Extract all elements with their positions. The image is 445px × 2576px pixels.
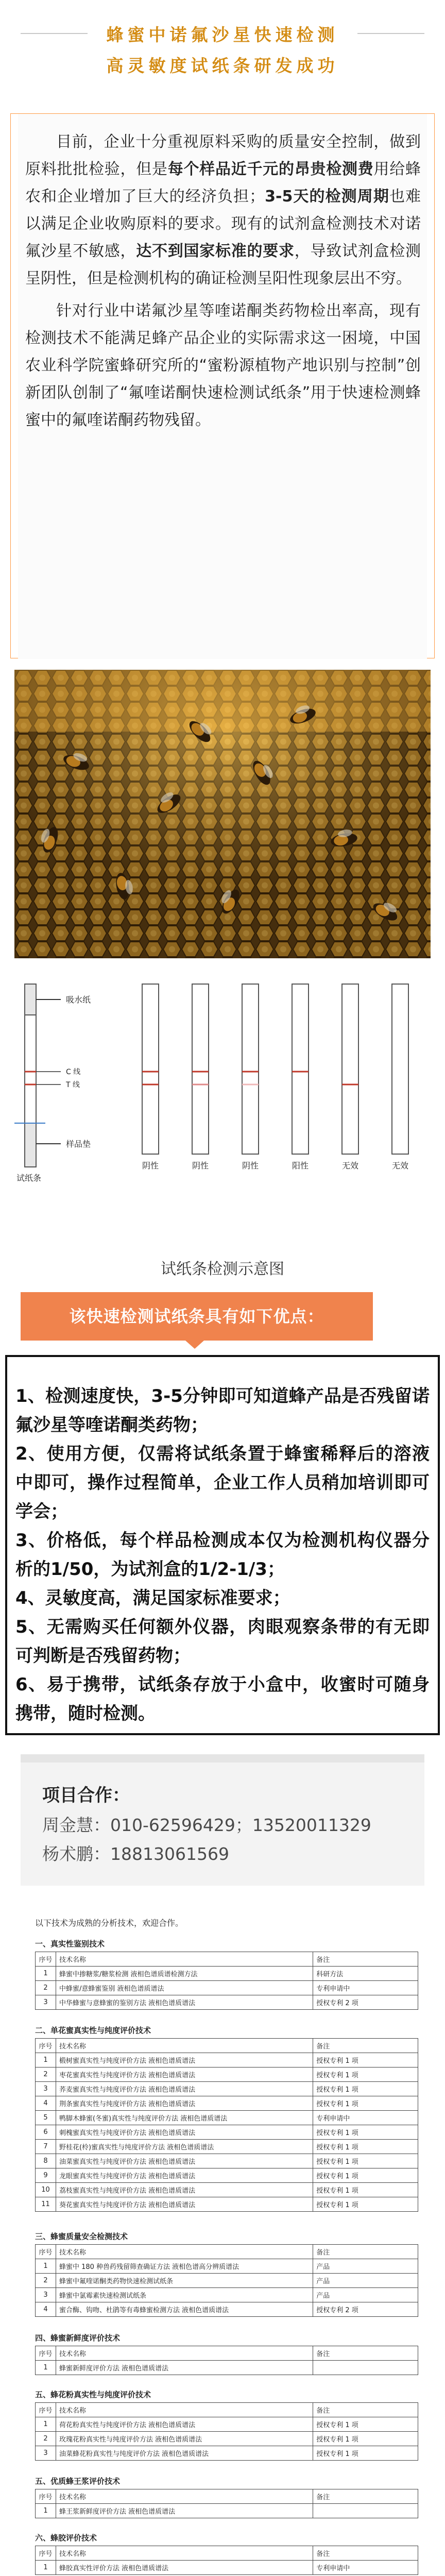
section-title: 四、蜂蜜新鲜度评价技术 bbox=[35, 2333, 121, 2343]
header-cell-no: 序号 bbox=[36, 1952, 56, 1967]
cell-note: 授权专利 1 项 bbox=[313, 2096, 418, 2111]
cell-name: 龙眼蜜真实性与纯度评价方法 液相色谱质谱法 bbox=[56, 2168, 313, 2183]
cell-name: 中华蜂蜜与意蜂蜜的鉴别方法 液相色谱质谱法 bbox=[56, 1995, 313, 2010]
section-title: 一、真实性鉴别技术 bbox=[35, 1939, 105, 1948]
section-title: 二、单花蜜真实性与纯度评价技术 bbox=[35, 2026, 151, 2035]
cell-name: 蜂蜜新鲜度评价方法 液相色谱质谱法 bbox=[56, 2361, 313, 2375]
cell-note: 授权专利 1 项 bbox=[313, 2446, 418, 2461]
result-label-1: 阴性 bbox=[142, 1161, 159, 1171]
table-header-row bbox=[36, 2546, 418, 2561]
header-cell-name: 技术名称 bbox=[56, 2403, 313, 2417]
section-title: 六、蜂胶评价技术 bbox=[35, 2533, 97, 2543]
table-row bbox=[36, 2259, 418, 2274]
tech-table bbox=[35, 2546, 418, 2575]
result-strip-5 bbox=[342, 984, 358, 1154]
table-row bbox=[36, 2197, 418, 2212]
intro-text-run: ，导致试剂盒检测呈阴性，但是检测机构的确证检测呈阳性现象层出不穷。 bbox=[25, 242, 421, 287]
cell-no: 1 bbox=[36, 2561, 56, 2575]
cell-name: 荔枝蜜真实性与纯度评价方法 液相色谱质谱法 bbox=[56, 2183, 313, 2197]
header-cell-name: 技术名称 bbox=[56, 2245, 313, 2259]
tech-table bbox=[35, 2244, 418, 2317]
cell-no: 2 bbox=[36, 2432, 56, 2446]
cell-no: 3 bbox=[36, 2082, 56, 2096]
result-strip-3 bbox=[242, 984, 259, 1154]
label-t-line: T 线 bbox=[66, 1081, 80, 1089]
cell-note: 授权专利 2 项 bbox=[313, 1995, 418, 2010]
cell-note bbox=[313, 2504, 418, 2518]
header-cell-note: 备注 bbox=[313, 2489, 418, 2504]
honeycomb-illustration bbox=[14, 670, 431, 958]
label-sample-pad: 样品垫 bbox=[66, 1139, 91, 1149]
header-cell-name: 技术名称 bbox=[56, 2346, 313, 2361]
header-cell-note: 备注 bbox=[313, 2245, 418, 2259]
cell-name: 蜂蜜中掺糖浆/糖浆检测 液相色谱质谱检测方法 bbox=[56, 1967, 313, 1981]
header bbox=[0, 0, 445, 108]
cell-no: 3 bbox=[36, 2446, 56, 2461]
cell-note: 专利申请中 bbox=[313, 2111, 418, 2125]
contact-top-stripe bbox=[21, 1754, 424, 1762]
cell-name: 葵花蜜真实性与纯度评价方法 液相色谱质谱法 bbox=[56, 2197, 313, 2212]
cell-note bbox=[313, 2361, 418, 2375]
header-cell-note: 备注 bbox=[313, 2403, 418, 2417]
cell-note: 授权专利 1 项 bbox=[313, 2125, 418, 2140]
table-row bbox=[36, 2111, 418, 2125]
advantage-item: 6、易于携带，试纸条存放于小盒中，收蜜时可随身携带，随时检测。 bbox=[15, 1674, 430, 1724]
intro-highlight-cost: 每个样品近千元的昂贵检测费 bbox=[167, 160, 374, 178]
section-title: 五、优质蜂王浆评价技术 bbox=[35, 2477, 121, 2486]
header-cell-no: 序号 bbox=[36, 2489, 56, 2504]
table-header-row bbox=[36, 2245, 418, 2259]
intro-paragraph-1 bbox=[25, 128, 421, 292]
table-header-row bbox=[36, 2403, 418, 2417]
table-row bbox=[36, 2067, 418, 2082]
cell-no: 1 bbox=[36, 2504, 56, 2518]
section-title: 五、蜂花粉真实性与纯度评价技术 bbox=[35, 2390, 151, 2399]
cell-name: 野桂花(柃)蜜真实性与纯度评价方法 液相色谱质谱法 bbox=[56, 2140, 313, 2154]
table-header-row bbox=[36, 2489, 418, 2504]
advantage-item: 4、灵敏度高，满足国家标准要求； bbox=[15, 1588, 290, 1608]
table-header-row bbox=[36, 2346, 418, 2361]
cell-no: 1 bbox=[36, 2361, 56, 2375]
result-label-6: 无效 bbox=[391, 1161, 409, 1171]
cell-name: 荆条蜜真实性与纯度评价方法 液相色谱质谱法 bbox=[56, 2096, 313, 2111]
table-row bbox=[36, 1981, 418, 1995]
header-cell-no: 序号 bbox=[36, 2245, 56, 2259]
table-row bbox=[36, 2082, 418, 2096]
header-cell-name: 技术名称 bbox=[56, 2546, 313, 2561]
cell-name: 蜂王浆新鲜度评价方法 液相色谱质谱法 bbox=[56, 2504, 313, 2518]
cell-name: 中蜂蜜/意蜂蜜鉴别 液相色谱质谱法 bbox=[56, 1981, 313, 1995]
header-cell-no: 序号 bbox=[36, 2403, 56, 2417]
cell-note: 授权专利 1 项 bbox=[313, 2432, 418, 2446]
cell-note: 授权专利 1 项 bbox=[313, 2183, 418, 2197]
cell-no: 4 bbox=[36, 2096, 56, 2111]
cell-name: 蜂蜜中 180 种兽药残留筛查确证方法 液相色谱高分辨质谱法 bbox=[56, 2259, 313, 2274]
table-header-row bbox=[36, 2039, 418, 2053]
result-label-2: 阴性 bbox=[192, 1161, 209, 1171]
intro-box bbox=[10, 113, 435, 658]
contact-line-2: 杨术鹏：18813061569 bbox=[42, 1844, 229, 1864]
cell-no: 11 bbox=[36, 2197, 56, 2212]
intro-text-run: 用给蜂农和企业增加了巨大的经济负担； bbox=[25, 160, 421, 206]
table-header-row bbox=[36, 1952, 418, 1967]
cell-name: 荞麦蜜真实性与纯度评价方法 液相色谱质谱法 bbox=[56, 2082, 313, 2096]
table-row bbox=[36, 2125, 418, 2140]
tech-table bbox=[35, 1952, 418, 2010]
advantages-banner-pointer bbox=[185, 1341, 204, 1349]
cell-no: 3 bbox=[36, 1995, 56, 2010]
cell-name: 鸭脚木蜂蜜(冬蜜)真实性与纯度评价方法 液相色谱质谱法 bbox=[56, 2111, 313, 2125]
result-strip-4 bbox=[292, 984, 309, 1154]
header-cell-name: 技术名称 bbox=[56, 1952, 313, 1967]
cell-no: 10 bbox=[36, 2183, 56, 2197]
advantages-banner: 该快速检测试纸条具有如下优点： bbox=[21, 1292, 373, 1341]
result-strip-2 bbox=[192, 984, 209, 1154]
result-label-4: 阳性 bbox=[292, 1161, 309, 1171]
header-cell-note: 备注 bbox=[313, 2546, 418, 2561]
header-divider-left bbox=[21, 33, 88, 34]
cell-name: 玫瑰花粉真实性与纯度评价方法 液相色谱质谱法 bbox=[56, 2432, 313, 2446]
cell-no: 1 bbox=[36, 2053, 56, 2067]
result-label-3: 阴性 bbox=[242, 1161, 259, 1171]
table-row bbox=[36, 2561, 418, 2575]
table-row bbox=[36, 2053, 418, 2067]
table-row bbox=[36, 2096, 418, 2111]
intro-paragraph-2: 针对行业中诺氟沙星等喹诺酮类药物检出率高，现有检测技术不能满足蜂产品企业的实际需求这一困境，中国农业科学院蜜蜂研究所的“蜜粉源植物产地识别与控制”创新团队创制了“氟喹诺酮快速检测试纸条”用于快速检测蜂蜜中的氟喹诺酮药物残留。 bbox=[25, 302, 421, 429]
cell-no: 2 bbox=[36, 2067, 56, 2082]
cell-note: 授权专利 1 项 bbox=[313, 2168, 418, 2183]
cell-note: 授权专利 1 项 bbox=[313, 2197, 418, 2212]
table-row bbox=[36, 2154, 418, 2168]
cell-no: 6 bbox=[36, 2125, 56, 2140]
table-row bbox=[36, 2168, 418, 2183]
header-cell-no: 序号 bbox=[36, 2546, 56, 2561]
cell-no: 2 bbox=[36, 1981, 56, 1995]
table-row bbox=[36, 2140, 418, 2154]
cell-note: 授权专利 1 项 bbox=[313, 2154, 418, 2168]
result-label-5: 无效 bbox=[341, 1161, 359, 1171]
cell-note: 授权专利 1 项 bbox=[313, 2417, 418, 2432]
cell-no: 1 bbox=[36, 1967, 56, 1981]
table-row bbox=[36, 2183, 418, 2197]
advantage-item: 3、价格低，每个样品检测成本仅为检测机构仪器分析的1/50，为试剂盒的1/2-1/3； bbox=[15, 1530, 430, 1580]
table-row bbox=[36, 2432, 418, 2446]
intro-text-run: 目前，企业十分重视原料采购的质量安全控制，做到原料批批检验，但是 bbox=[25, 133, 421, 178]
cell-name: 枣花蜜真实性与纯度评价方法 液相色谱质谱法 bbox=[56, 2067, 313, 2082]
cell-name: 油菜蜜真实性与纯度评价方法 液相色谱质谱法 bbox=[56, 2154, 313, 2168]
cell-no: 1 bbox=[36, 2259, 56, 2274]
tech-table bbox=[35, 2346, 418, 2375]
section-title: 三、蜂蜜质量安全检测技术 bbox=[35, 2232, 128, 2241]
test-strip-illustration bbox=[14, 969, 431, 1190]
header-divider-right bbox=[357, 33, 424, 34]
intro-text bbox=[25, 128, 421, 439]
label-c-line: C 线 bbox=[66, 1068, 81, 1076]
reference-strip bbox=[14, 984, 61, 1167]
advantages-box bbox=[5, 1355, 440, 1735]
cell-no: 7 bbox=[36, 2140, 56, 2154]
tech-list-intro: 以下技术为成熟的分析技术，欢迎合作。 bbox=[35, 1918, 184, 1928]
cell-note: 专利申请中 bbox=[313, 2561, 418, 2575]
table-row bbox=[36, 2288, 418, 2302]
advantage-item: 2、使用方便，仅需将试纸条置于蜂蜜稀释后的溶液中即可，操作过程简单，企业工作人员稍加培训即可学会； bbox=[15, 1444, 430, 1522]
cell-note: 授权专利 1 项 bbox=[313, 2082, 418, 2096]
cell-note: 科研方法 bbox=[313, 1967, 418, 1981]
cell-name: 蜜合酶、钩吻、杜鹃等有毒蜂蜜检测方法 液相色谱质谱法 bbox=[56, 2302, 313, 2317]
title-line-2: 高灵敏度试纸条研发成功 bbox=[106, 56, 339, 76]
intro-highlight-standard: 达不到国家标准的要求 bbox=[136, 242, 295, 260]
table-row bbox=[36, 1967, 418, 1981]
cell-name: 蜂蜜中氯霉素快速检测试纸条 bbox=[56, 2288, 313, 2302]
title-line-1: 蜂蜜中诺氟沙星快速检测 bbox=[106, 25, 339, 45]
header-cell-no: 序号 bbox=[36, 2039, 56, 2053]
label-strip: 试纸条 bbox=[16, 1173, 42, 1183]
tech-table bbox=[35, 2038, 418, 2212]
cell-name: 椴树蜜真实性与纯度评价方法 液相色谱质谱法 bbox=[56, 2053, 313, 2067]
table-row bbox=[36, 1995, 418, 2010]
cell-no: 1 bbox=[36, 2417, 56, 2432]
table-row bbox=[36, 2274, 418, 2288]
table-row bbox=[36, 2361, 418, 2375]
cell-note: 授权专利 1 项 bbox=[313, 2140, 418, 2154]
tech-list-document bbox=[21, 1906, 424, 2576]
result-strip-1 bbox=[142, 984, 159, 1154]
contact-line-1: 周金慧：010-62596429；13520011329 bbox=[42, 1815, 371, 1835]
diagram-caption: 试纸条检测示意图 bbox=[161, 1260, 284, 1278]
label-absorbent-pad: 吸水纸 bbox=[66, 995, 91, 1005]
cell-name: 刺槐蜜真实性与纯度评价方法 液相色谱质谱法 bbox=[56, 2125, 313, 2140]
advantage-item: 5、无需购买任何额外仪器，肉眼观察条带的有无即可判断是否残留药物； bbox=[15, 1617, 430, 1666]
cell-no: 8 bbox=[36, 2154, 56, 2168]
advantage-item: 1、检测速度快，3-5分钟即可知道蜂产品是否残留诺氟沙星等喹诺酮类药物； bbox=[15, 1386, 430, 1435]
cell-no: 9 bbox=[36, 2168, 56, 2183]
contact-title: 项目合作： bbox=[42, 1785, 130, 1806]
header-cell-name: 技术名称 bbox=[56, 2039, 313, 2053]
cell-note: 产品 bbox=[313, 2274, 418, 2288]
table-row bbox=[36, 2504, 418, 2518]
header-cell-name: 技术名称 bbox=[56, 2489, 313, 2504]
intro-highlight-period: 3-5天的检测周期 bbox=[265, 188, 389, 206]
cell-no: 4 bbox=[36, 2302, 56, 2317]
table-row bbox=[36, 2446, 418, 2461]
cell-note: 授权专利 1 项 bbox=[313, 2067, 418, 2082]
cell-name: 荷花粉真实性与纯度评价方法 液相色谱质谱法 bbox=[56, 2417, 313, 2432]
cell-name: 蜂胶真实性评价方法 液相色谱质谱法 bbox=[56, 2561, 313, 2575]
cell-note: 产品 bbox=[313, 2259, 418, 2274]
cell-note: 授权专利 2 项 bbox=[313, 2302, 418, 2317]
header-cell-note: 备注 bbox=[313, 1952, 418, 1967]
tech-table bbox=[35, 2489, 418, 2518]
header-cell-note: 备注 bbox=[313, 2039, 418, 2053]
table-row bbox=[36, 2302, 418, 2317]
result-strip-6 bbox=[392, 984, 408, 1154]
cell-name: 油菜蜂花粉真实性与纯度评价方法 液相色谱质谱法 bbox=[56, 2446, 313, 2461]
cell-no: 5 bbox=[36, 2111, 56, 2125]
intro-text-run: 也难以满足企业收购原料的要求。现有的试剂盒检测技术对诺氟沙星不敏感， bbox=[25, 188, 421, 260]
table-row bbox=[36, 2417, 418, 2432]
cell-note: 授权专利 1 项 bbox=[313, 2053, 418, 2067]
contact-section bbox=[21, 1754, 424, 1886]
tech-table bbox=[35, 2402, 418, 2461]
cell-no: 2 bbox=[36, 2274, 56, 2288]
honeycomb-bee-photo bbox=[14, 670, 431, 958]
header-cell-no: 序号 bbox=[36, 2346, 56, 2361]
header-cell-note: 备注 bbox=[313, 2346, 418, 2361]
test-strip-diagram bbox=[14, 969, 431, 1190]
cell-no: 3 bbox=[36, 2288, 56, 2302]
cell-name: 蜂蜜中氟喹诺酮类药物快速检测试纸条 bbox=[56, 2274, 313, 2288]
cell-note: 产品 bbox=[313, 2288, 418, 2302]
cell-note: 专利申请中 bbox=[313, 1981, 418, 1995]
